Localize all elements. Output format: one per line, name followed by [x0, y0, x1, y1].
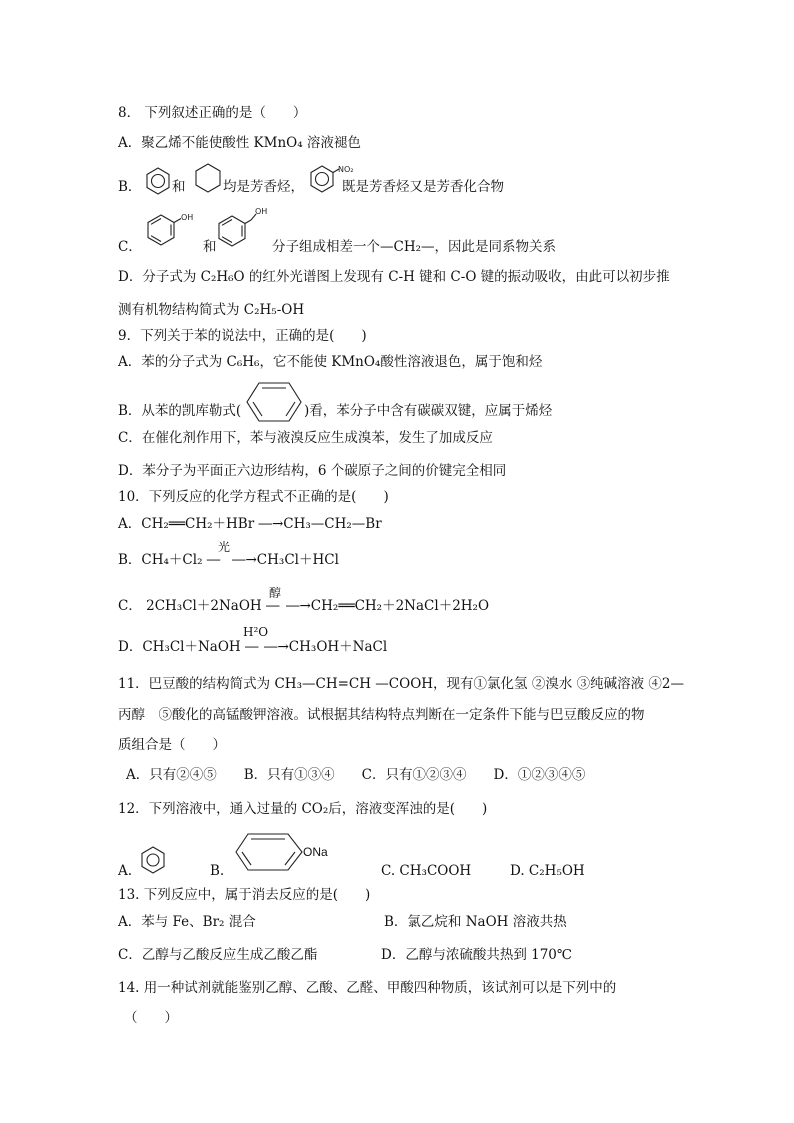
q10-option-a: A．CH₂══CH₂＋HBr ―→CH₃—CH₂—Br [118, 516, 382, 532]
benzyl-alcohol-icon [218, 208, 266, 248]
q14-line1: 14. 用一种试剂就能鉴别乙醇、乙酸、乙醛、甲酸四种物质，该试剂可以是下列中的 [118, 980, 617, 996]
phenol-oh-label: OH [181, 213, 194, 222]
q8-option-b-label: B． [118, 179, 142, 195]
q8-c-end: 分子组成相差一个—CH₂—，因此是同系物关系 [272, 239, 557, 255]
q8-option-a: A．聚乙烯不能使酸性 KMnO₄ 溶液褪色 [118, 135, 361, 151]
q11-line1: 11．巴豆酸的结构简式为 CH₃—CH=CH —COOH，现有①氯化氢 ②溴水 ③纯碱溶液 ④2— [118, 676, 684, 692]
q9-option-b-start: B．从苯的凯库勒式( [118, 403, 242, 419]
q9-option-c: C．在催化剂作用下，苯与液溴反应生成溴苯，发生了加成反应 [118, 430, 493, 446]
q12-option-b: B. [210, 863, 225, 879]
q8-stem: 8． 下列叙述正确的是（ ） [118, 105, 307, 121]
q12-stem: 12．下列溶液中，通入过量的 CO₂后，溶液变浑浊的是( ) [118, 801, 488, 817]
q11-line2: 丙醇 ⑤酸化的高锰酸钾溶液。试根据其结构特点判断在一定条件下能与巴豆酸反应的物 [118, 707, 645, 723]
q8-option-d-line1: D．分子式为 C₂H₆O 的红外光谱图上发现有 C-H 键和 C-O 键的振动吸收，由此可以初步推 [118, 269, 670, 285]
q10-stem: 10．下列反应的化学方程式不正确的是( ) [118, 489, 389, 505]
cyclohexane-ring-icon [193, 162, 225, 194]
nitro-group-label: NO₂ [338, 165, 354, 174]
q13-option-d: D．乙醇与浓硫酸共热到 170℃ [381, 947, 572, 963]
q9-stem: 9．下列关于苯的说法中，正确的是( ) [118, 328, 367, 344]
q10-d-condition: H²O [243, 625, 269, 639]
q8-b-middle: 均是芳香烃， [223, 179, 304, 195]
kekule-benzene-icon [246, 380, 304, 424]
q13-option-a: A．苯与 Fe、Br₂ 混合 [118, 914, 256, 930]
q8-b-end: 既是芳香烃又是芳香化合物 [342, 179, 504, 195]
q10-option-b-left: B．CH₄＋Cl₂ ― [118, 552, 221, 568]
q10-option-d-left: D．CH₃Cl＋NaOH ― [118, 639, 259, 655]
q10-option-b-right: ―→CH₃Cl＋HCl [232, 552, 339, 568]
q13-stem: 13. 下列反应中，属于消去反应的是( ) [118, 887, 371, 903]
q14-line2: （ ） [124, 1010, 178, 1026]
q13-option-b: B．氯乙烷和 NaOH 溶液共热 [384, 914, 567, 930]
q10-option-c-right: ―→CH₂══CH₂＋2NaCl＋2H₂O [286, 598, 490, 614]
sodium-phenoxide-icon [234, 832, 304, 874]
q10-c-condition: 醇 [269, 586, 282, 600]
q11-options: A．只有②④⑤ B．只有①③④ C．只有①②③④ D．①②③④⑤ [126, 767, 586, 783]
q9-option-b-end: )看，苯分子中含有碳碳双键，应属于烯烃 [304, 403, 553, 419]
ona-label: ONa [303, 845, 328, 859]
q8-option-c-label: C． [118, 239, 142, 255]
q10-option-c-left: C． 2CH₃Cl＋2NaOH ― [118, 598, 280, 614]
q10-b-condition: 光 [218, 540, 231, 554]
q8-c-and: 和 [203, 239, 217, 255]
q12-benzene-icon [140, 845, 168, 873]
q13-option-c: C．乙醇与乙酸反应生成乙酸乙酯 [118, 947, 318, 963]
q8-b-and: 和 [172, 179, 186, 195]
q8-option-d-line2: 测有机物结构简式为 C₂H₅-OH [118, 302, 305, 318]
benzyl-oh-label: OH [255, 207, 268, 216]
q9-option-d: D．苯分子为平面正六边形结构，6 个碳原子之间的价键完全相同 [118, 463, 507, 479]
q10-option-d-right: ―→CH₃OH＋NaCl [264, 639, 388, 655]
benzene-ring-icon [144, 166, 174, 196]
q11-line3: 质组合是（ ） [118, 737, 226, 753]
q12-option-c: C. CH₃COOH [381, 863, 472, 879]
q12-option-a: A. [118, 863, 133, 879]
q12-option-d: D. C₂H₅OH [510, 863, 585, 879]
q9-option-a: A．苯的分子式为 C₆H₆，它不能使 KMnO₄酸性溶液退色，属于饱和烃 [118, 354, 543, 370]
phenol-icon [144, 210, 192, 248]
